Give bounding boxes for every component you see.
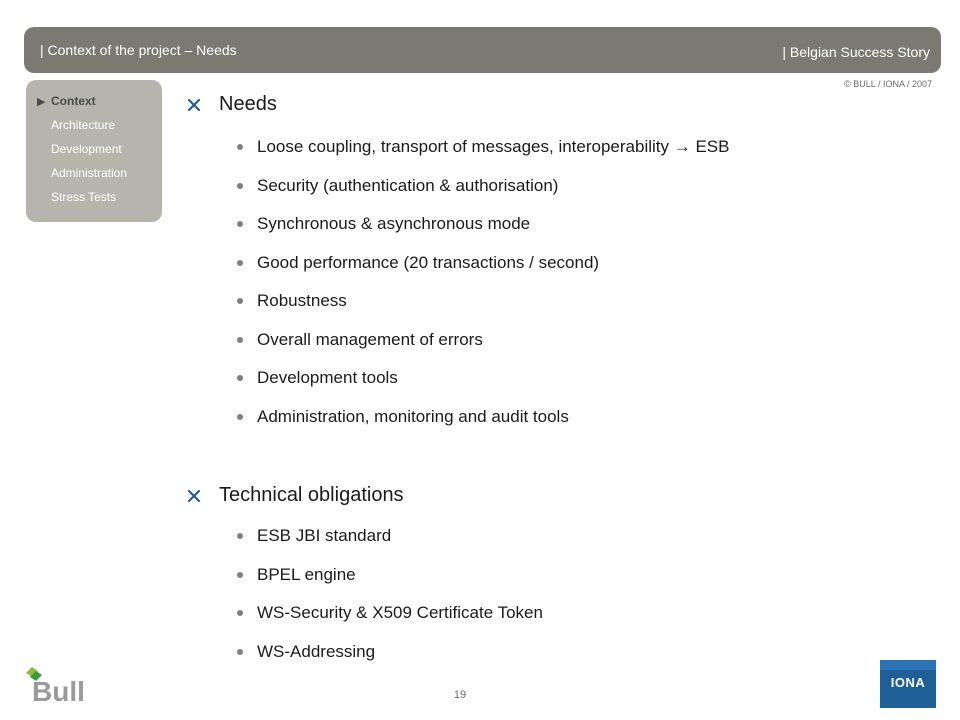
agenda-item-label: Architecture: [51, 118, 116, 132]
copyright-notice: © BULL / IONA / 2007: [844, 79, 932, 89]
bullet-item: [186, 565, 543, 604]
section-heading-text: Technical obligations: [219, 484, 404, 506]
header-separator: |: [782, 44, 787, 60]
agenda-item-label: Administration: [51, 166, 128, 180]
bullet-text: Security (authentication & authorisation): [257, 175, 559, 195]
bullet-text: Overall management of errors: [257, 329, 483, 349]
agenda-item-label: Stress Tests: [51, 190, 117, 204]
x-bullet-icon: [186, 488, 202, 504]
section-heading-text: Needs: [219, 93, 277, 115]
bullet-dot-icon: [237, 610, 243, 616]
bullet-dot-icon: [237, 298, 243, 304]
bullet-text: WS-Addressing: [257, 641, 376, 661]
bullet-text: Good performance (20 transactions / second): [257, 252, 600, 272]
agenda-item-administration[interactable]: [26, 166, 127, 190]
bullet-item: [186, 330, 729, 369]
agenda-list: [26, 94, 127, 214]
page-number: 19: [453, 689, 467, 701]
agenda-sidebar: [26, 80, 162, 222]
presentation-title-text: Belgian Success Story: [789, 44, 930, 60]
header-separator: |: [40, 42, 44, 58]
agenda-item-label: Development: [51, 142, 122, 156]
bullet-item: [186, 253, 729, 292]
bullet-text: WS-Security & X509 Certificate Token: [257, 603, 543, 622]
iona-logo-text: IONA: [890, 675, 926, 690]
agenda-item-context[interactable]: [26, 94, 127, 118]
agenda-item-development[interactable]: [26, 142, 127, 166]
bullet-dot-icon: [237, 260, 243, 266]
iona-logo-band: [880, 660, 936, 670]
bullet-item: [186, 291, 729, 330]
bullet-item: [186, 526, 543, 565]
iona-logo: [880, 660, 936, 708]
bull-logo-text: Bull: [32, 676, 85, 707]
active-marker-icon: ▶: [37, 96, 46, 108]
agenda-item-architecture[interactable]: [26, 118, 127, 142]
bullet-text: Synchronous & asynchronous mode: [257, 214, 531, 233]
bullet-dot-icon: [237, 649, 243, 655]
bullet-text: Robustness: [257, 291, 347, 310]
bull-logo: [22, 665, 106, 707]
section-title: [40, 42, 237, 58]
x-bullet-icon: [186, 97, 202, 113]
section-heading: [186, 93, 729, 123]
bullet-item: [186, 603, 543, 642]
bullet-text: BPEL engine: [257, 564, 356, 584]
bullet-item: [186, 214, 729, 253]
bullet-text: Loose coupling, transport of messages, interoperability → ESB: [257, 137, 730, 156]
bullet-dot-icon: [237, 221, 243, 227]
bullet-dot-icon: [237, 183, 243, 189]
agenda-item-stress-tests[interactable]: [26, 190, 127, 214]
bullet-item: [186, 368, 729, 407]
agenda-item-label: Context: [51, 94, 96, 108]
bullet-dot-icon: [237, 375, 243, 381]
section-technical-obligations: [186, 484, 543, 680]
bullet-text: Development tools: [257, 368, 398, 387]
bullet-dot-icon: [237, 144, 243, 150]
bullet-text: ESB JBI standard: [257, 526, 392, 545]
section-heading: [186, 484, 543, 514]
bullet-dot-icon: [237, 533, 243, 539]
bullet-item: [186, 176, 729, 215]
bullet-dot-icon: [237, 414, 243, 420]
bullet-item: [186, 137, 729, 176]
presentation-title: [782, 44, 930, 60]
technical-obligations-list: [186, 526, 543, 680]
section-title-text: Context of the project – Needs: [47, 42, 237, 58]
section-needs: [186, 93, 729, 445]
bullet-dot-icon: [237, 337, 243, 343]
bullet-item: [186, 407, 729, 446]
needs-list: [186, 137, 729, 445]
bullet-dot-icon: [237, 572, 243, 578]
bullet-text: Administration, monitoring and audit tools: [257, 406, 569, 426]
bullet-item: [186, 642, 543, 681]
